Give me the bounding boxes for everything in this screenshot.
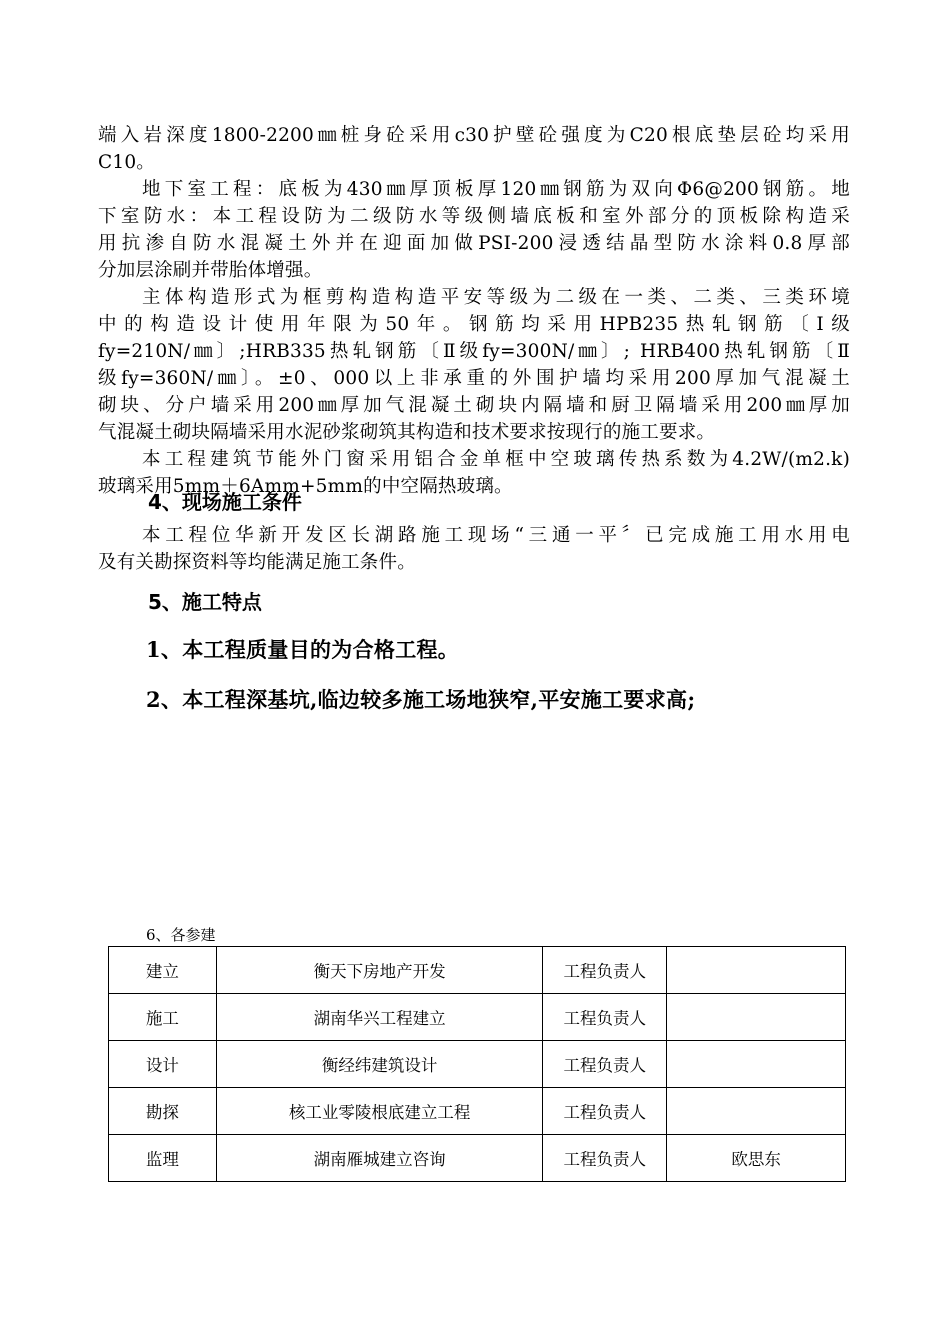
responsible-name-cell <box>667 1041 846 1088</box>
feature-item: 2、本工程深基坑,临边较多施工场地狭窄,平安施工要求高; <box>146 687 696 712</box>
responsible-name-cell <box>667 947 846 994</box>
responsible-label-cell: 工程负责人 <box>543 947 667 994</box>
paragraph-structure <box>98 284 850 446</box>
paragraph-basement <box>98 176 850 284</box>
text-line: fy=210N/㎜〕;HRB335热轧钢筋〔Ⅱ级fy=300N/㎜〕; HRB400热轧钢筋〔Ⅱ <box>98 341 850 362</box>
text-line: 端入岩深度1800-2200㎜桩身砼采用c30护壁砼强度为C20根底垫层砼均采用 <box>98 125 850 146</box>
text-line: 下室防水：本工程设防为二级防水等级侧墙底板和室外部分的顶板除构造采 <box>98 206 850 227</box>
text-line: 中的构造设计使用年限为50年。钢筋均采用HPB235热轧钢筋〔Ⅰ级 <box>98 314 850 335</box>
role-cell: 建立 <box>109 947 217 994</box>
company-cell: 核工业零陵根底建立工程 <box>216 1088 543 1135</box>
section-heading-features: 5、施工特点 <box>148 590 262 614</box>
text-line: 砌块、分户墙采用200㎜厚加气混凝土砌块内隔墙和厨卫隔墙采用200㎜厚加 <box>98 395 850 416</box>
company-cell: 湖南雁城建立咨询 <box>216 1135 543 1182</box>
table-row <box>109 1041 846 1088</box>
text-line: C10。 <box>98 152 155 173</box>
text-line: 用抗渗自防水混凝土外并在迎面加做PSI-200浸透结晶型防水涂料0.8厚部 <box>98 233 850 254</box>
paragraph-site-conditions <box>98 522 850 576</box>
feature-item: 1、本工程质量目的为合格工程。 <box>146 637 460 662</box>
role-cell: 监理 <box>109 1135 217 1182</box>
company-cell: 衡天下房地产开发 <box>216 947 543 994</box>
section-heading-site-conditions: 4、现场施工条件 <box>148 490 302 514</box>
text-line: 玻璃采用5mm＋6Amm+5mm的中空隔热玻璃。 <box>98 476 513 497</box>
role-cell: 勘探 <box>109 1088 217 1135</box>
company-cell: 湖南华兴工程建立 <box>216 994 543 1041</box>
participants-table <box>108 946 846 1182</box>
text-line: 地下室工程：底板为430㎜厚顶板厚120㎜钢筋为双向Φ6@200钢筋。地 <box>142 179 850 200</box>
responsible-label-cell: 工程负责人 <box>543 1088 667 1135</box>
text-line: 级fy=360N/㎜〕。±0、000以上非承重的外围护墙均采用200厚加气混凝土 <box>98 368 850 389</box>
responsible-label-cell: 工程负责人 <box>543 1041 667 1088</box>
responsible-name-cell <box>667 994 846 1041</box>
role-cell: 施工 <box>109 994 217 1041</box>
text-line: 分加层涂刷并带胎体增强。 <box>98 260 323 281</box>
text-line: 主体构造形式为框剪构造构造平安等级为二级在一类、二类、三类环境 <box>142 287 850 308</box>
table-row <box>109 947 846 994</box>
responsible-name-cell <box>667 1088 846 1135</box>
table-row <box>109 1135 846 1182</box>
text-line: 本工程位华新开发区长湖路施工现场“三通一平〞已完成施工用水用电 <box>142 525 850 546</box>
responsible-label-cell: 工程负责人 <box>543 994 667 1041</box>
text-line: 本工程建筑节能外门窗采用铝合金单框中空玻璃传热系数为4.2W/(m2.k) <box>142 449 850 470</box>
table-caption: 6、各参建 <box>146 926 216 944</box>
table-row <box>109 994 846 1041</box>
paragraph-foundation <box>98 122 850 176</box>
responsible-name-cell: 欧思东 <box>667 1135 846 1182</box>
role-cell: 设计 <box>109 1041 217 1088</box>
text-line: 及有关勘探资料等均能满足施工条件。 <box>98 552 416 573</box>
text-line: 气混凝土砌块隔墙采用水泥砂浆砌筑其构造和技术要求按现行的施工要求。 <box>98 422 716 443</box>
responsible-label-cell: 工程负责人 <box>543 1135 667 1182</box>
table-row <box>109 1088 846 1135</box>
company-cell: 衡经纬建筑设计 <box>216 1041 543 1088</box>
